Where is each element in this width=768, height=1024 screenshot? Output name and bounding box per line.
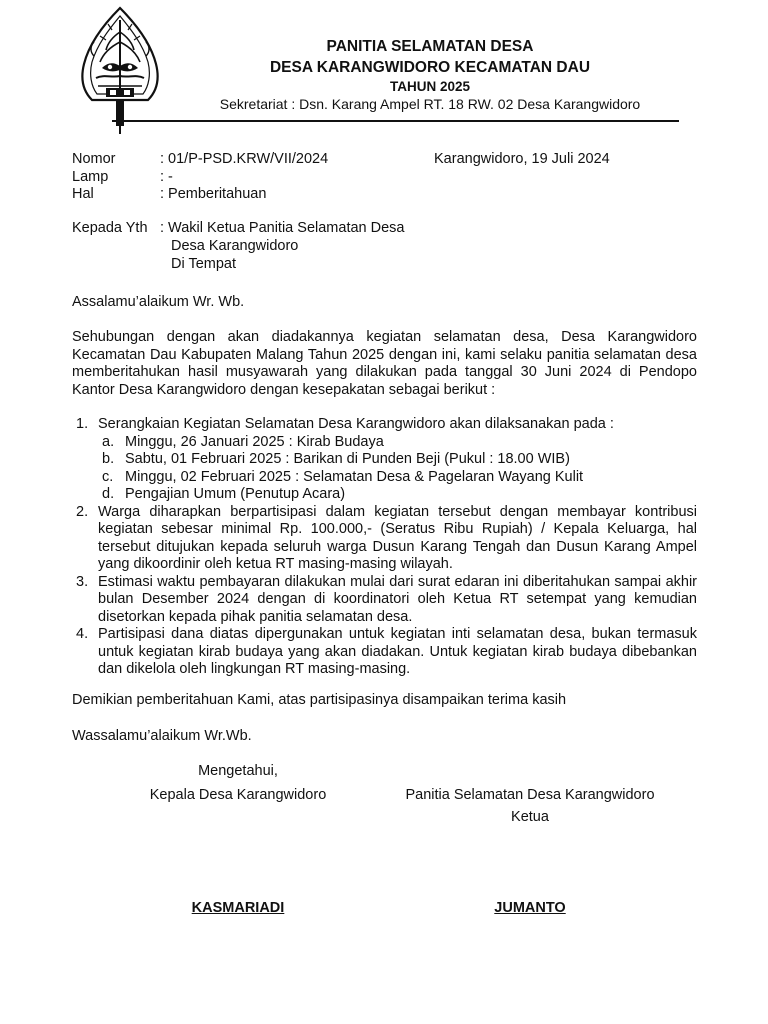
recipient-line1: : Wakil Ketua Panitia Selamatan Desa xyxy=(160,220,405,236)
nomor-label: Nomor xyxy=(72,151,116,167)
list-item: 2. Warga diharapkan berpartisipasi dalam kegiatan tersebut dengan membayar kontribusi kegiatan sebesar minimal Rp. 100.000,- (Seratus Ribu Rupiah) / Kepala Keluarga, hal tersebut ditujukan kepada seluruh warga Dusun Karang Tengah dan Dusun Karang Ampel yang dikoordinir oleh ketua RT masing-masing wilayah. xyxy=(76,503,697,572)
greeting: Assalamu’alaikum Wr. Wb. xyxy=(72,294,245,310)
intro-paragraph: Sehubungan dengan akan diadakannya kegiatan selamatan desa, Desa Karangwidoro Kecamatan Dau Kabupaten Malang Tahun 2025 dengan ini, kami selaku panitia selamatan desa memberitahukan hasil musyawarah yang dilakukan pada tanggal 30 Juni 2024 di Pendopo Kantor Desa Karangwidoro dengan kesepakatan sebagai berikut : xyxy=(72,329,697,398)
schedule-item: a. Minggu, 26 Januari 2025 : Kirab Budaya xyxy=(102,433,384,450)
sig-left-name: KASMARIADI xyxy=(191,900,285,916)
org-subtitle: DESA KARANGWIDORO KECAMATAN DAU xyxy=(269,59,591,76)
sig-right-name: JUMANTO xyxy=(494,900,566,916)
secretariat-address: Sekretariat : Dsn. Karang Ampel RT. 18 RW. 02 Desa Karangwidoro xyxy=(219,96,641,112)
lamp-value: : - xyxy=(160,169,173,185)
lamp-label: Lamp xyxy=(72,169,109,185)
schedule-item: c. Minggu, 02 Februari 2025 : Selamatan Desa & Pagelaran Wayang Kulit xyxy=(102,468,584,485)
sig-right-line1: Panitia Selamatan Desa Karangwidoro xyxy=(405,787,655,803)
nomor-value: : 01/P-PSD.KRW/VII/2024 xyxy=(160,151,329,167)
meta-lamp xyxy=(72,168,173,186)
letter-date: Karangwidoro, 19 Juli 2024 xyxy=(434,151,610,167)
meta-nomor xyxy=(72,150,328,168)
hal-label: Hal xyxy=(72,186,94,202)
farewell: Wassalamu’alaikum Wr.Wb. xyxy=(72,728,252,744)
letterhead-divider xyxy=(112,120,679,122)
sig-left-line1: Mengetahui, xyxy=(198,763,278,779)
org-title: PANITIA SELAMATAN DESA xyxy=(326,38,534,55)
hal-value: : Pemberitahuan xyxy=(160,186,267,202)
recipient-line3: Di Tempat xyxy=(171,256,237,272)
schedule-item: d. Pengajian Umum (Penutup Acara) xyxy=(102,486,346,502)
year-title: TAHUN 2025 xyxy=(389,79,471,94)
schedule-item: b. Sabtu, 01 Februari 2025 : Barikan di Punden Beji (Pukul : 18.00 WIB) xyxy=(102,451,570,467)
sig-left-line2: Kepala Desa Karangwidoro xyxy=(149,787,327,803)
gunungan-wayang-icon xyxy=(78,6,162,136)
recipient-line2: Desa Karangwidoro xyxy=(171,238,299,254)
recipient xyxy=(72,219,404,237)
list-item: 4. Partisipasi dana diatas dipergunakan untuk kegiatan inti selamatan desa, bukan termasuk untuk kegiatan kirab budaya yang akan diadakan. Untuk kegiatan kirab budaya dibebankan dan dikelola oleh lingkungan RT masing-masing. xyxy=(76,626,697,677)
recipient-label: Kepada Yth xyxy=(72,220,148,236)
meta-hal xyxy=(72,185,266,203)
list-item: 1. Serangkaian Kegiatan Selamatan Desa Karangwidoro akan dilaksanakan pada : xyxy=(76,416,614,432)
sig-right-line2: Ketua xyxy=(511,809,549,825)
points-list xyxy=(72,416,697,679)
list-item: 3. Estimasi waktu pembayaran dilakukan mulai dari surat edaran ini diberitahukan sampai akhir bulan Desember 2024 dengan di koordinatori oleh Ketua RT setempat yang kemudian disetorkan kepada pihak panitia selamatan desa. xyxy=(76,573,697,625)
closing-paragraph: Demikian pemberitahuan Kami, atas partisipasinya disampaikan terima kasih xyxy=(72,692,567,708)
